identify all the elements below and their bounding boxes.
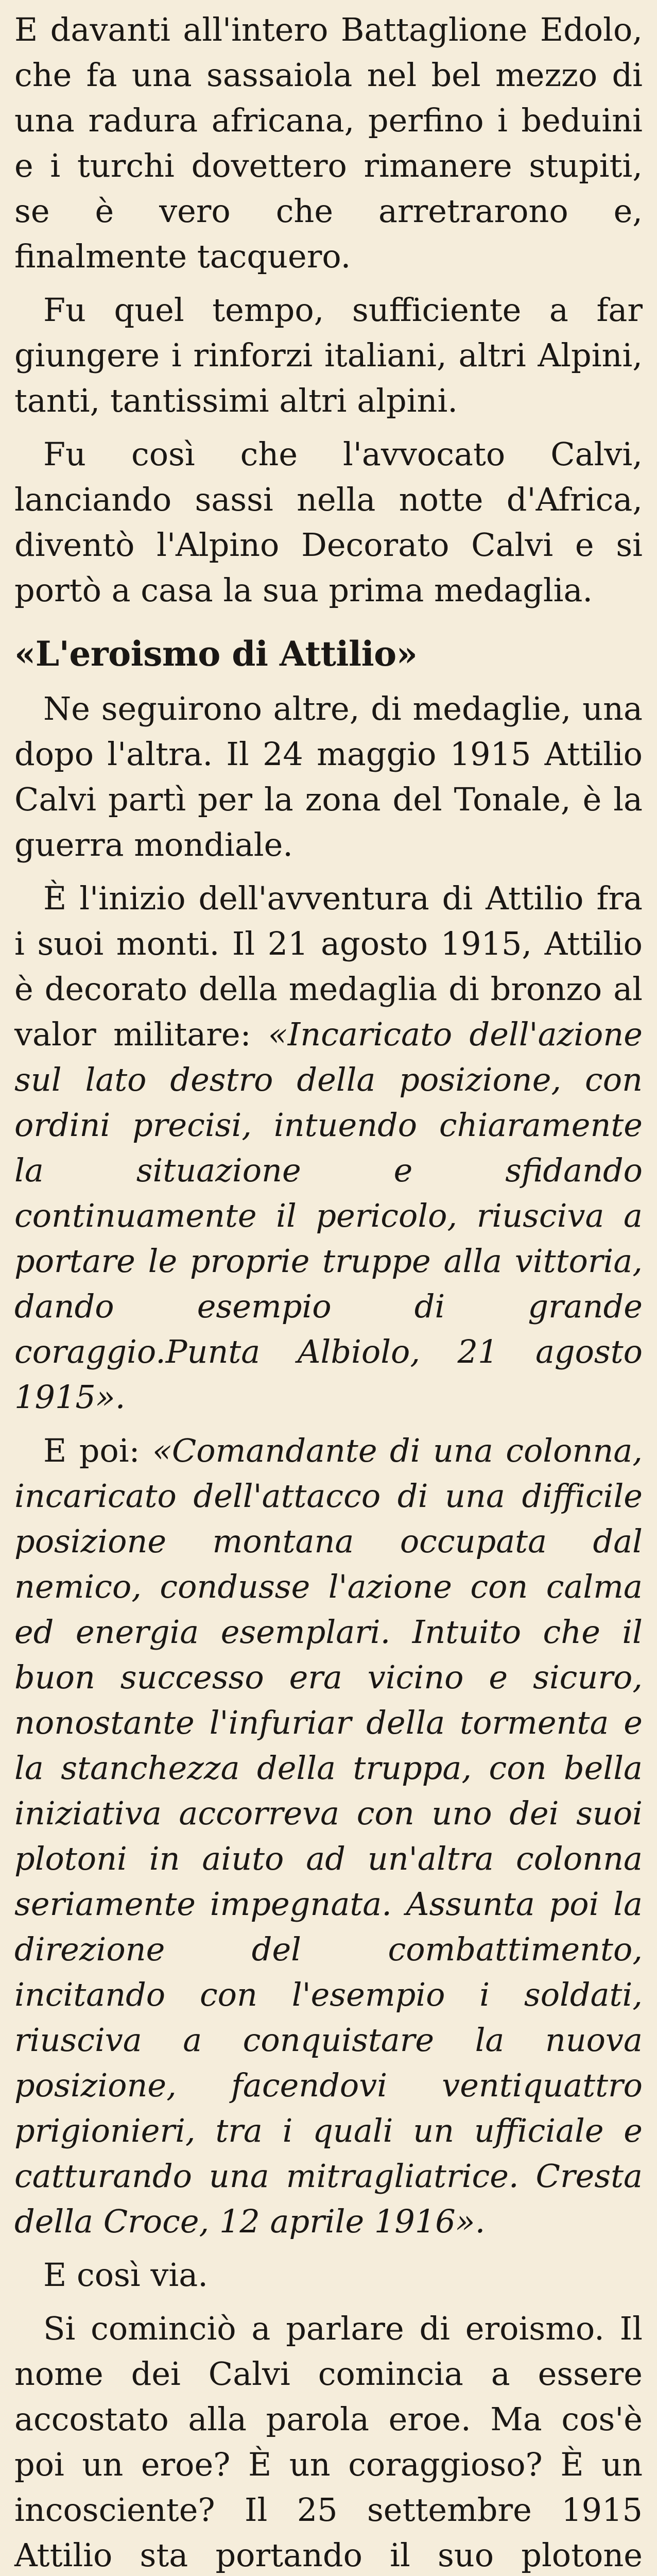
- paragraph: [14, 287, 643, 423]
- text-run: E davanti all'intero Battaglione Edolo, che fa una sassaiola nel bel mezzo di una radura africana, perfino i beduini e i turchi dovettero rimanere stupiti, se è vero che arretrarono e, finalmente tacquero.: [14, 11, 643, 275]
- section-heading: «L'eroismo di Attilio»: [14, 634, 418, 674]
- paragraph: [14, 876, 643, 1420]
- text-run: Fu quel tempo, sufficiente a far giungere i rinforzi italiani, altri Alpini, tanti, tantissimi altri alpini.: [14, 291, 643, 419]
- paragraph: [14, 432, 643, 613]
- text-run: «Comandante di una colonna, incaricato dell'attacco di una difficile posizione montana occupata dal nemico, condusse l'azione con calma ed energia esemplari. Intuito che il buon successo era vicino e sicuro, nonostante l'infuriar della tormenta e la stanchezza della truppa, con bella iniziativa accorreva con uno dei suoi plotoni in aiuto ad un'altra colonna seriamente impegnata. Assunta poi la direzione del combattimento, incitando con l'esempio i soldati, riusciva a conquistare la nuova posizione, facendovi ventiquattro prigionieri, tra i quali un ufficiale e catturando una mitragliatrice. Cresta della Croce, 12 aprile 1916».: [14, 1432, 643, 2240]
- text-run: «Incaricato dell'azione sul lato destro della posizione, con ordini precisi, intuendo chiaramente la situazione e sfidando continuamente il pericolo, riusciva a portare le proprie truppe alla vittoria, dando esempio di grande coraggio.Punta Albiolo, 21 agosto 1915».: [14, 1015, 643, 1416]
- paragraph: [14, 1428, 643, 2244]
- text-run: Ne seguirono altre, di medaglie, una dopo l'altra. Il 24 maggio 1915 Attilio Calvi partì per la zona del Tonale, è la guerra mondiale.: [14, 690, 643, 863]
- text-run: E poi:: [43, 1432, 152, 1469]
- article-body: [14, 7, 643, 2576]
- text-run: E così via.: [43, 2256, 208, 2294]
- paragraph: [14, 7, 643, 279]
- text-run: Si cominciò a parlare di eroismo. Il nome dei Calvi comincia a essere accostato alla parola eroe. Ma cos'è poi un eroe? È un coraggioso? È un incosciente? Il 25 settembre 1915 Attilio sta portando il suo plotone: [14, 2310, 643, 2574]
- text-run: Fu così che l'avvocato Calvi, lanciando sassi nella notte d'Africa, diventò l'Alpino Decorato Calvi e si portò a casa la sua prima medaglia.: [14, 435, 643, 609]
- paragraph: [14, 2306, 643, 2576]
- paragraph: [14, 686, 643, 868]
- text-run: È l'inizio dell'avventura di Attilio fra i suoi monti. Il 21 agosto 1915, Attilio è decorato della medaglia di bronzo al valor militare:: [14, 879, 643, 1053]
- paragraph: [14, 2252, 643, 2298]
